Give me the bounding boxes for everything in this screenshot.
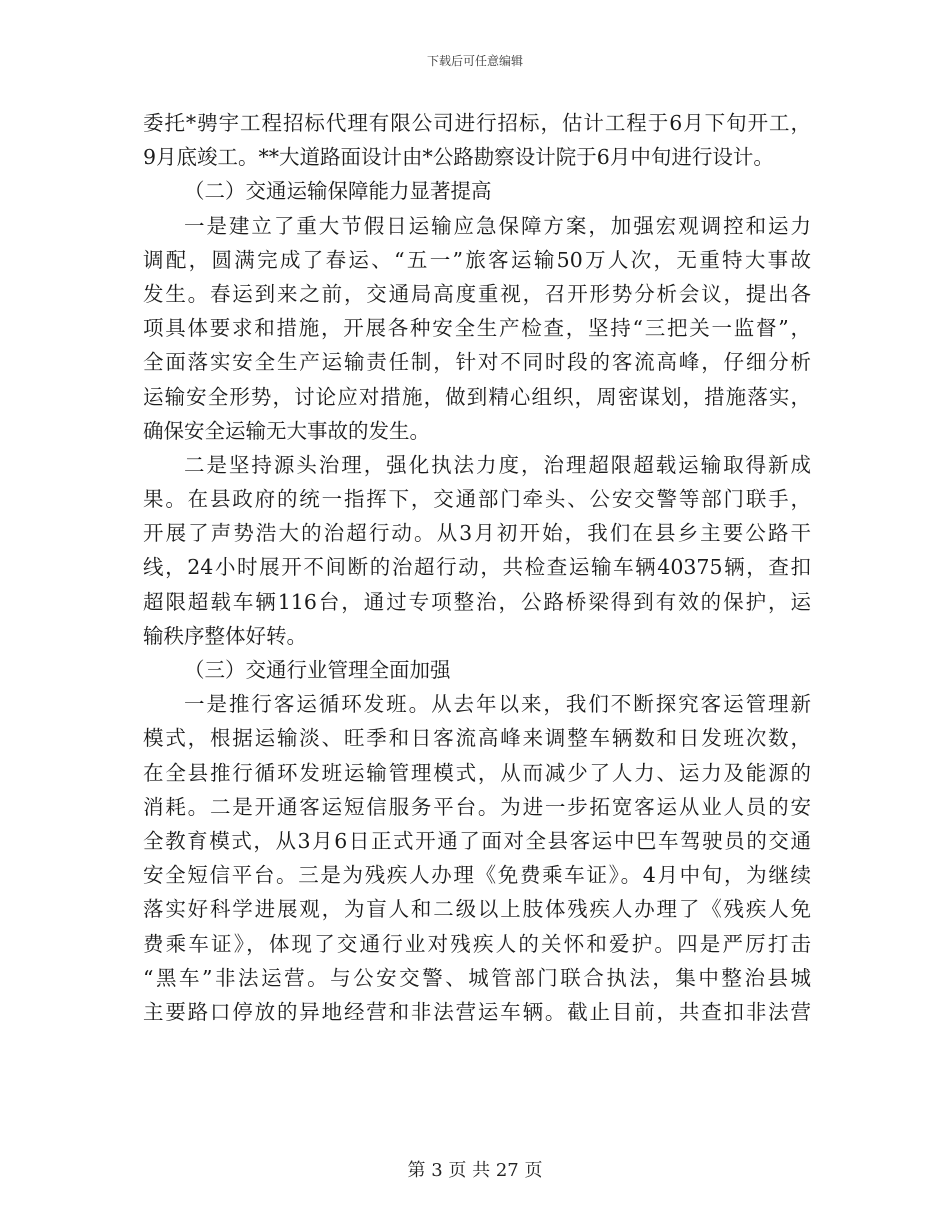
- text-line: 一是建立了重大节假日运输应急保障方案，加强宏观调控和运力: [184, 213, 811, 238]
- text-line: 安全短信平台。三是为残疾人办理《免费乘车证》。4月中旬，为继续: [143, 863, 811, 888]
- text-line: 主要路口停放的异地经营和非法营运车辆。截止目前，共查扣非法营: [143, 999, 811, 1024]
- document-body: [143, 106, 811, 1029]
- text-line: （三）交通行业管理全面加强: [184, 658, 451, 682]
- section-heading: [143, 174, 811, 208]
- text-line: 委托*骋宇工程招标代理有限公司进行招标，估计工程于6月下旬开工，: [143, 111, 811, 135]
- text-line: 发生。春运到来之前，交通局高度重视，召开形势分析会议，提出各: [143, 281, 811, 306]
- text-line: 输秩序整体好转。: [143, 623, 307, 648]
- text-line: （二）交通运输保障能力显著提高: [184, 179, 492, 204]
- paragraph: [143, 209, 811, 448]
- text-line: 确保安全运输无大事故的发生。: [143, 418, 430, 443]
- paragraph: [143, 448, 811, 653]
- text-line: 在全县推行循环发班运输管理模式，从而减少了人力、运力及能源的: [143, 760, 811, 785]
- text-line: 二是坚持源头治理，强化执法力度，治理超限超载运输取得新成: [184, 452, 811, 477]
- text-line: 全面落实安全生产运输责任制，针对不同时段的客流高峰，仔细分析: [143, 350, 811, 375]
- text-line: 一是推行客运循环发班。从去年以来，我们不断探究客运管理新: [184, 692, 811, 717]
- text-line: 运输安全形势，讨论应对措施，做到精心组织，周密谋划，措施落实，: [143, 384, 811, 409]
- text-line: 模式，根据运输淡、旺季和日客流高峰来调整车辆数和日发班次数，: [143, 726, 811, 751]
- paragraph: [143, 687, 811, 1029]
- paragraph: [143, 106, 811, 174]
- text-line: 消耗。二是开通客运短信服务平台。为进一步拓宽客运从业人员的安: [143, 794, 811, 819]
- text-line: 果。在县政府的统一指挥下，交通部门牵头、公安交警等部门联手，: [143, 487, 811, 512]
- section-heading: [143, 653, 811, 687]
- text-line: 超限超载车辆116台，通过专项整治，公路桥梁得到有效的保护，运: [143, 589, 811, 614]
- text-line: 开展了声势浩大的治超行动。从3月初开始，我们在县乡主要公路干: [143, 521, 811, 546]
- text-line: “黑车”非法运营。与公安交警、城管部门联合执法，集中整治县城: [143, 965, 811, 990]
- page-footer: 第 3 页 共 27 页: [407, 1160, 543, 1181]
- text-line: 调配，圆满完成了春运、“五一”旅客运输50万人次，无重特大事故: [143, 247, 811, 272]
- page-header: 下载后可任意编辑: [426, 54, 523, 68]
- text-line: 全教育模式，从3月6日正式开通了面对全县客运中巴车驾驶员的交通: [143, 828, 811, 853]
- text-line: 费乘车证》，体现了交通行业对残疾人的关怀和爱护。四是严厉打击: [143, 931, 811, 956]
- text-line: 落实好科学进展观，为盲人和二级以上肢体残疾人办理了《残疾人免: [143, 897, 811, 922]
- text-line: 项具体要求和措施，开展各种安全生产检查，坚持“三把关一监督”，: [143, 316, 811, 341]
- text-line: 线，24小时展开不间断的治超行动，共检查运输车辆40375辆，查扣: [143, 555, 811, 580]
- text-line: 9月底竣工。**大道路面设计由*公路勘察设计院于6月中旬进行设计。: [143, 145, 774, 170]
